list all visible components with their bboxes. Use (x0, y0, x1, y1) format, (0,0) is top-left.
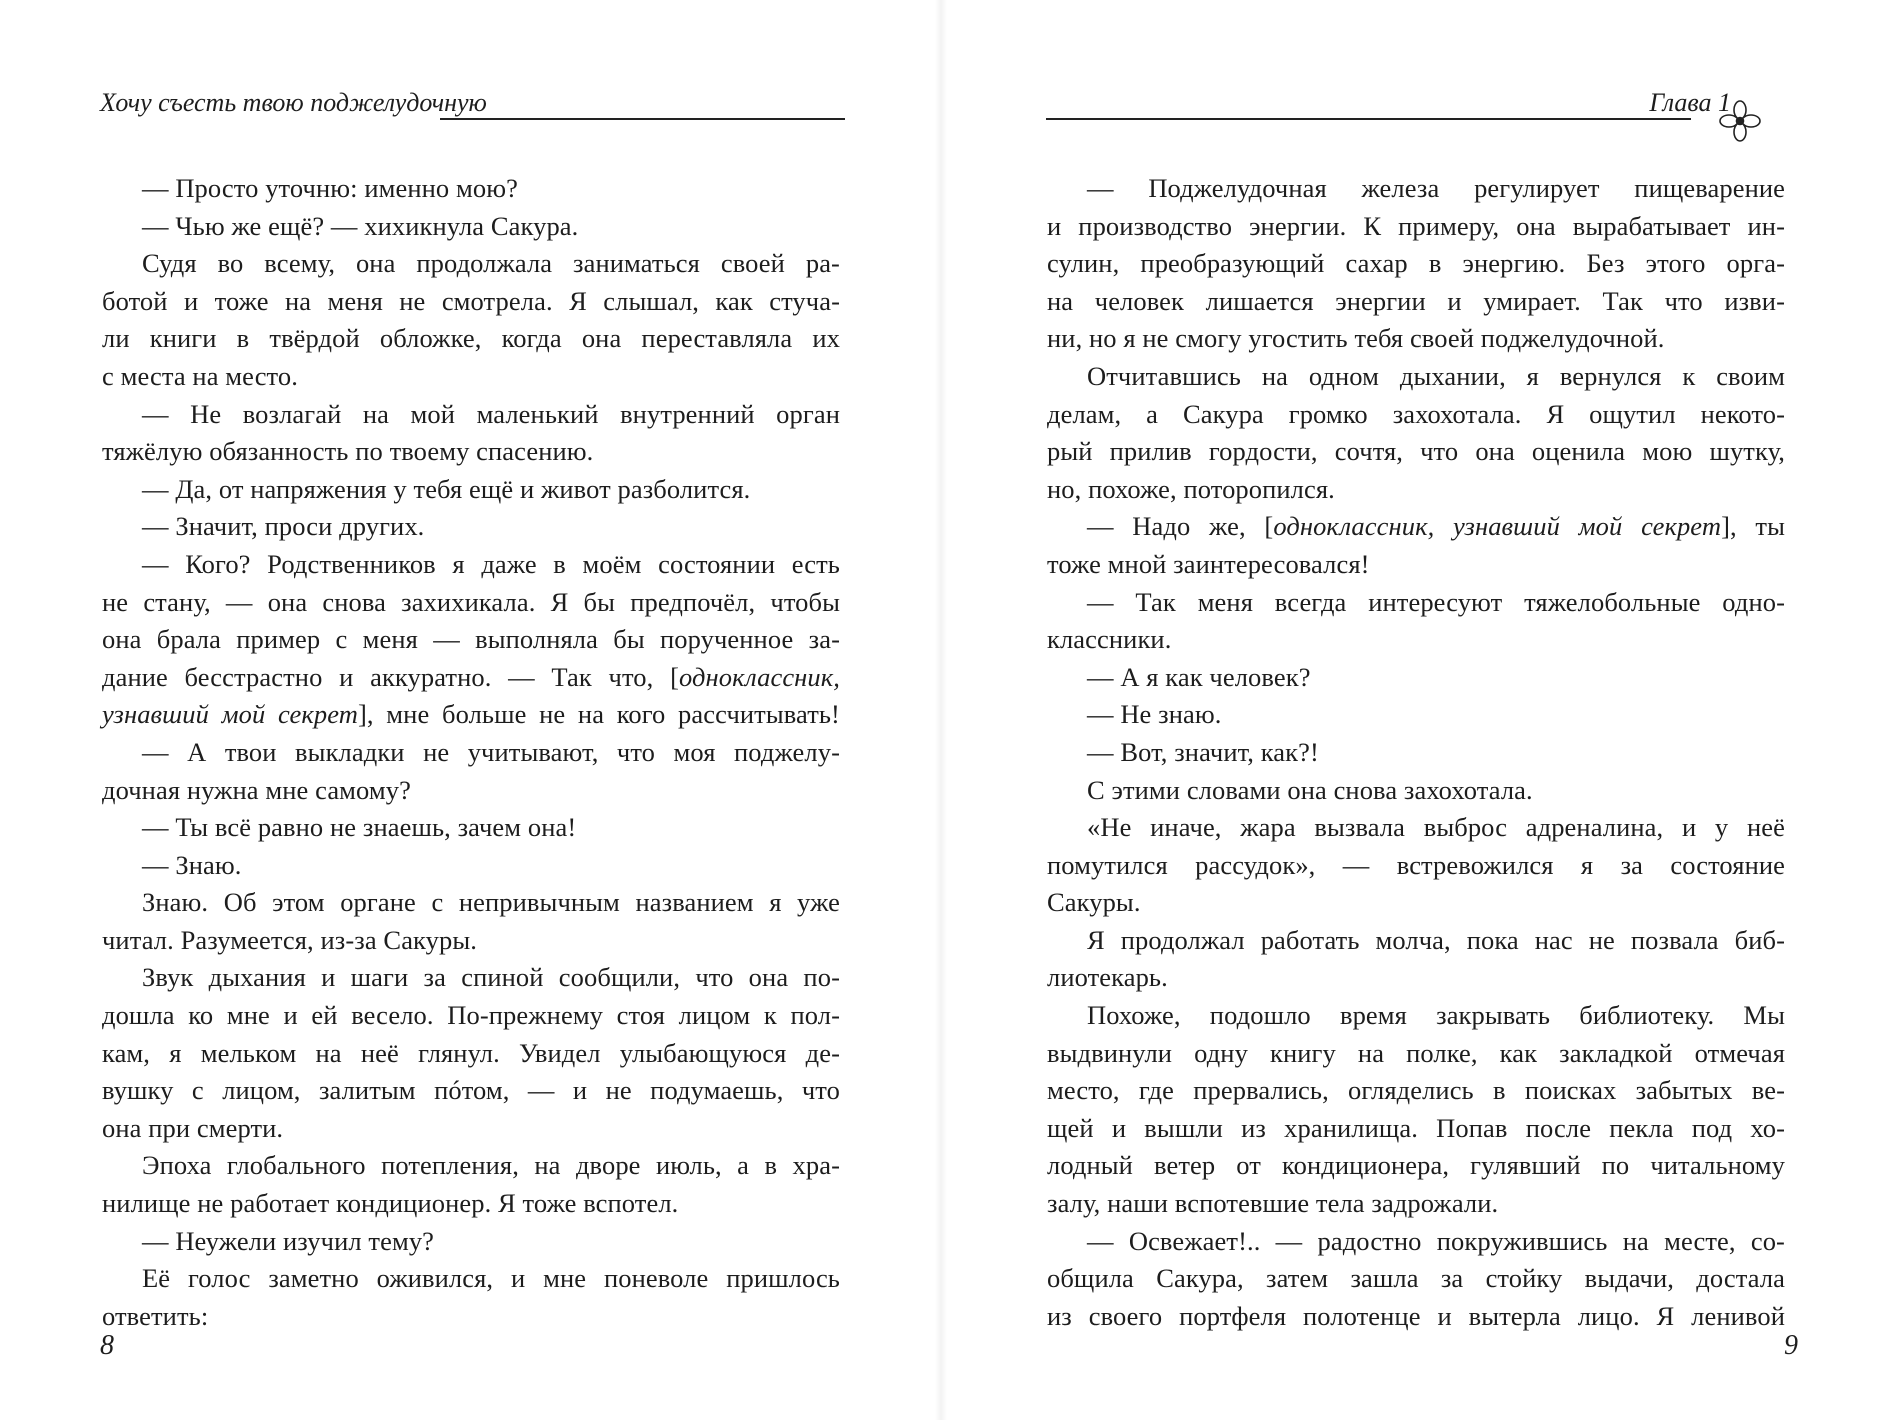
text-line: ответить: (102, 1300, 209, 1331)
text-line: Сакуры. (1047, 887, 1141, 918)
text-line: помутился рассудок», — встревожился я за состояние (1047, 849, 1785, 880)
page-text (1047, 170, 1785, 1335)
text-line: — А я как человек? (1087, 661, 1311, 692)
header-rule (1046, 118, 1691, 120)
text-line: общила Сакура, затем зашла за стойку выдачи, достала (1047, 1263, 1785, 1294)
text-line: тяжёлую обязанность по твоему спасению. (102, 436, 594, 467)
right-page (941, 0, 1881, 1420)
text-line: с места на место. (102, 360, 298, 391)
text-line: — А твои выкладки не учитывают, что моя поджелу- (142, 736, 840, 767)
text-line: Отчитавшись на одном дыхании, я вернулся к своим (1087, 360, 1785, 391)
text-line: Эпоха глобального потепления, на дворе июль, а в хра- (142, 1150, 840, 1181)
italic-text-run: одноклассник, узнавший мой секрет (1273, 511, 1722, 542)
text-line: залу, наши вспотевшие тела задрожали. (1047, 1188, 1499, 1219)
text-line: не стану, — она снова захихикала. Я бы предпочёл, чтобы (102, 586, 840, 617)
text-line: — Знаю. (142, 849, 242, 880)
text-line: тоже мной заинтересовался! (1047, 548, 1370, 579)
text-line: классники. (1047, 624, 1172, 655)
text-line (1047, 508, 1785, 546)
page-number: 9 (1784, 1330, 1798, 1361)
text-line (102, 659, 840, 697)
running-header (100, 88, 845, 128)
text-run: ], ты (1721, 511, 1785, 542)
italic-text-run: одноклассник, (679, 661, 840, 692)
text-line: — Поджелудочная железа регулирует пищеварение (1087, 173, 1785, 203)
text-line: «Не иначе, жара вызвала выброс адреналина, и у неё (1087, 812, 1785, 843)
text-line: но, похоже, поторопился. (1047, 473, 1335, 504)
left-page (0, 0, 940, 1420)
page-text (102, 170, 840, 1335)
text-line: — Чью же ещё? — хихикнула Сакура. (142, 210, 579, 241)
text-line: выдвинули одну книгу на полке, как закладкой отмечая (1047, 1037, 1785, 1068)
italic-text-run: узнавший мой секрет (102, 699, 358, 730)
text-line: и производство энергии. К примеру, она вырабатывает ин- (1047, 210, 1785, 241)
text-line: — Неужели изучил тему? (142, 1225, 435, 1256)
text-line (102, 696, 840, 734)
text-line: делам, а Сакура громко захохотала. Я ощутил некото- (1047, 398, 1785, 429)
text-line: Знаю. Об этом органе с непривычным названием я уже (142, 887, 840, 918)
text-line: из своего портфеля полотенце и вытерла лицо. Я ленивой (1047, 1300, 1785, 1331)
text-line: она при смерти. (102, 1112, 284, 1143)
chapter-title: Глава 1 (1649, 88, 1731, 117)
header-rule (440, 118, 845, 120)
text-line: — Вот, значит, как?! (1087, 736, 1319, 767)
page-number: 8 (100, 1330, 114, 1361)
text-line: — Не возлагай на мой маленький внутренний орган (142, 398, 840, 429)
text-line: — Так меня всегда интересуют тяжелобольные одно- (1087, 586, 1785, 617)
text-line: — Ты всё равно не знаешь, зачем она! (142, 812, 577, 843)
running-header (1046, 88, 1791, 128)
text-line: ли книги в твёрдой обложке, когда она переставляла их (102, 323, 840, 354)
text-line: С этими словами она снова захохотала. (1087, 774, 1533, 805)
text-line: кам, я мельком на неё глянул. Увидел улыбающуюся де- (102, 1037, 840, 1068)
text-line: Судя во всему, она продолжала заниматься своей ра- (142, 248, 840, 279)
text-line: она брала пример с меня — выполняла бы порученное за- (102, 624, 840, 655)
text-run: — Надо же, [ (1087, 511, 1274, 542)
text-line: — Да, от напряжения у тебя ещё и живот разболится. (142, 473, 751, 504)
flower-ornament-icon (1717, 98, 1763, 144)
text-line: рый прилив гордости, сочтя, что она оценила мою шутку, (1047, 436, 1785, 467)
text-line: Звук дыхания и шаги за спиной сообщили, что она по- (142, 962, 840, 993)
text-line: на человек лишается энергии и умирает. Так что изви- (1047, 285, 1785, 316)
running-head-title: Хочу съесть твою поджелудочную (100, 88, 487, 117)
text-line: сулин, преобразующий сахар в энергию. Без этого орга- (1047, 248, 1785, 279)
text-line: ни, но я не смогу угостить тебя своей поджелудочной. (1047, 323, 1665, 354)
text-line: лиотекарь. (1047, 962, 1168, 993)
text-line: место, где прервались, огляделись в поисках забытых ве- (1047, 1075, 1785, 1106)
text-line: ботой и тоже на меня не смотрела. Я слышал, как стуча- (102, 285, 840, 316)
text-line: Я продолжал работать молча, пока нас не позвала биб- (1087, 924, 1785, 955)
text-line: — Значит, проси других. (142, 511, 425, 542)
text-line: вушку с лицом, залитым пóтом, — и не подумаешь, что (102, 1075, 840, 1106)
text-line: лодный ветер от кондиционера, гулявший по читальному (1047, 1150, 1785, 1181)
text-line: нилище не работает кондиционер. Я тоже вспотел. (102, 1188, 679, 1219)
text-run: дание бесстрастно и аккуратно. — Так что, [ (102, 661, 679, 692)
text-run: ], мне больше не на кого рассчитывать! (357, 699, 840, 730)
text-line: — Просто уточню: именно мою? (142, 173, 518, 203)
text-line: — Кого? Родственников я даже в моём состоянии есть (142, 548, 840, 579)
text-line: Похоже, подошло время закрывать библиотеку. Мы (1087, 1000, 1785, 1031)
text-line: щей и вышли из хранилища. Попав после пекла под хо- (1047, 1112, 1785, 1143)
text-line: дочная нужна мне самому? (102, 774, 411, 805)
text-line: читал. Разумеется, из-за Сакуры. (102, 924, 477, 955)
text-line: — Освежает!.. — радостно покружившись на месте, со- (1087, 1225, 1785, 1256)
text-line: — Не знаю. (1087, 699, 1222, 730)
text-line: дошла ко мне и ей весело. По-прежнему стоя лицом к пол- (102, 1000, 840, 1031)
text-line: Её голос заметно оживился, и мне поневоле пришлось (142, 1263, 840, 1294)
